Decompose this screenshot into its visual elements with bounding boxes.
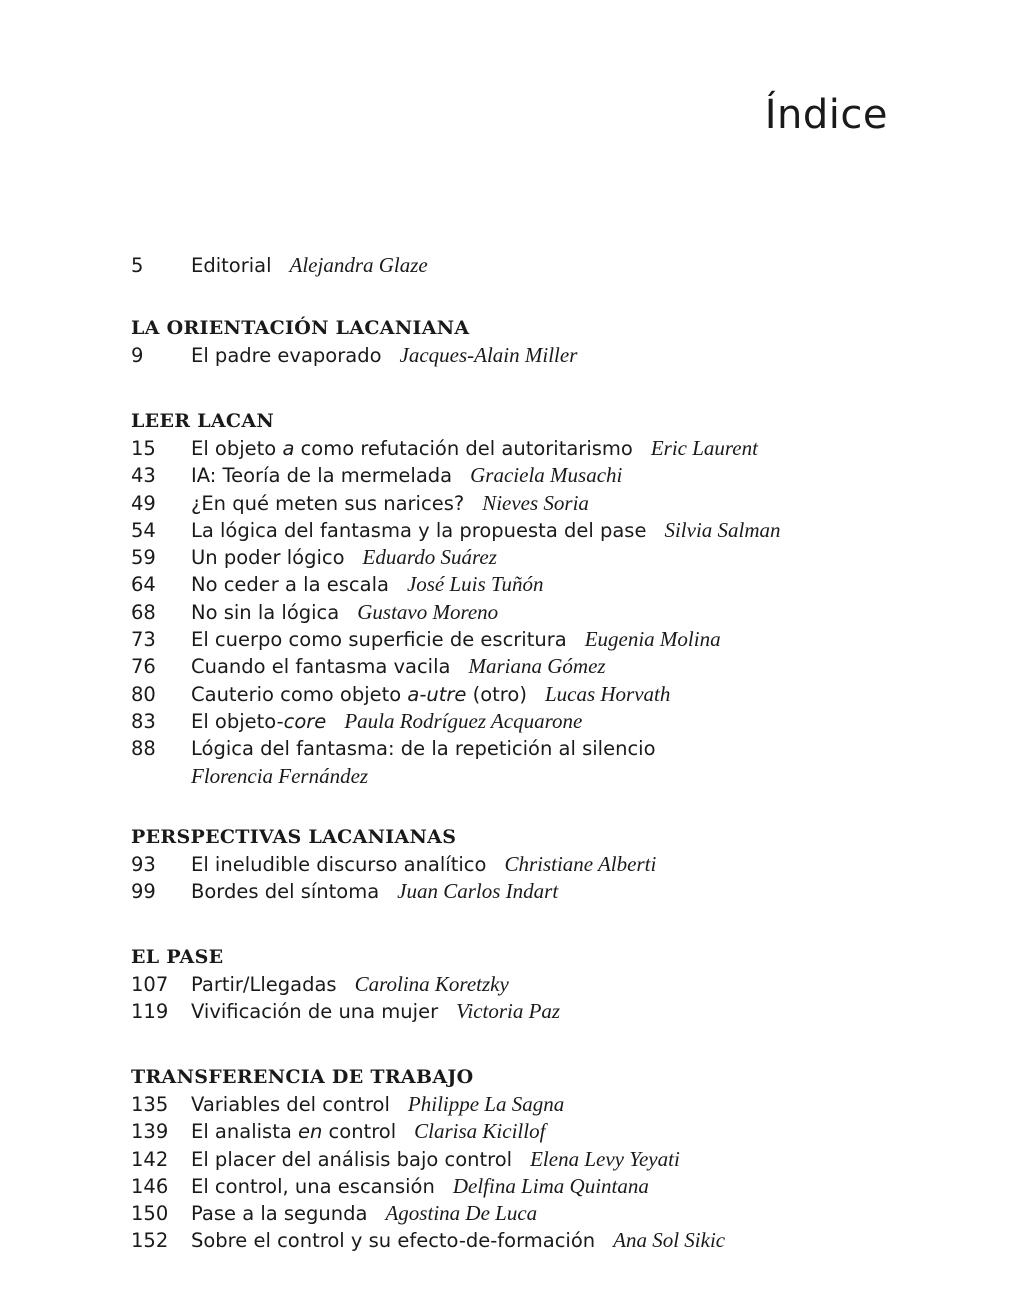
entry-author: Nieves Soria: [482, 490, 589, 515]
page-number: 152: [131, 1229, 169, 1253]
toc-entry: [131, 998, 951, 1025]
entry-title: Cauterio como objeto a-utre (otro): [191, 682, 527, 706]
entry-title: El objeto a como refutación del autoritarismo: [191, 437, 633, 460]
page-number: 99: [131, 880, 156, 904]
entry-title: Lógica del fantasma: de la repetición al silencio: [191, 737, 656, 761]
entry-author: Victoria Paz: [456, 999, 561, 1024]
toc-entry: [131, 571, 951, 598]
section-perspectivas: [131, 824, 951, 906]
section-heading: LA ORIENTACIÓN LACANIANA: [131, 317, 470, 339]
page-number: 139: [131, 1120, 169, 1144]
toc-entry: [131, 1200, 951, 1227]
toc-entry: [131, 681, 951, 708]
toc-entry: [131, 851, 951, 878]
toc-entry: [131, 1091, 951, 1118]
page-number: 80: [131, 682, 156, 706]
toc-entry: [131, 1146, 951, 1173]
section-transferencia: [131, 1064, 951, 1255]
entry-author: Gustavo Moreno: [357, 599, 499, 624]
entry-title: Un poder lógico: [191, 546, 345, 570]
page-number: 64: [131, 573, 156, 597]
toc-entry: [131, 517, 951, 544]
entry-title: El ineludible discurso analítico: [191, 853, 487, 876]
entry-title: Partir/Llegadas: [191, 973, 337, 996]
entry-title: IA: Teoría de la mermelada: [191, 464, 453, 488]
entry-title: Pase a la segunda: [191, 1202, 368, 1226]
entry-author: Elena Levy Yeyati: [530, 1146, 680, 1171]
entry-author: Eugenia Molina: [584, 627, 721, 652]
section-heading: LEER LACAN: [131, 410, 275, 432]
page-number: 107: [131, 973, 169, 996]
toc-entry: [131, 490, 951, 517]
entry-title: Bordes del síntoma: [191, 880, 380, 904]
entry-title: Cuando el fantasma vacila: [191, 655, 451, 679]
section-leer-lacan: [131, 408, 951, 790]
entry-author: Juan Carlos Indart: [397, 879, 559, 904]
toc-entry: [131, 653, 951, 680]
entry-title: Variables del control: [191, 1093, 390, 1116]
toc-entry: [131, 878, 951, 905]
page-number: 59: [131, 546, 156, 570]
entry-author: Clarisa Kicillof: [414, 1119, 546, 1144]
toc-entry: [131, 708, 951, 735]
page-number: 146: [131, 1174, 169, 1198]
toc-entry: [131, 735, 951, 762]
page-number: 142: [131, 1147, 169, 1171]
page-number: 43: [131, 464, 156, 488]
entry-author: Alejandra Glaze: [289, 253, 428, 277]
page-number: 93: [131, 853, 156, 876]
entry-title: ¿En qué meten sus narices?: [191, 491, 465, 515]
entry-title: Editorial: [191, 254, 272, 277]
toc-entry: [131, 544, 951, 571]
entry-title: El cuerpo como superficie de escritura: [191, 628, 567, 652]
page-number: 76: [131, 655, 156, 679]
toc-entry: [131, 1173, 951, 1200]
entry-title: Sobre el control y su efecto-de-formación: [191, 1229, 596, 1253]
section-heading: PERSPECTIVAS LACANIANAS: [131, 826, 457, 848]
toc-entry: [131, 435, 951, 462]
toc-entry: [131, 626, 951, 653]
toc-entry: [131, 252, 951, 279]
page-number: 68: [131, 600, 156, 624]
entry-author: Ana Sol Sikic: [613, 1228, 726, 1253]
toc-entry: [131, 1118, 951, 1145]
page-number: 88: [131, 737, 156, 761]
toc-entry: [131, 462, 951, 489]
entry-title: El padre evaporado: [191, 344, 382, 367]
toc-entry: [131, 1227, 951, 1254]
entry-author: Mariana Gómez: [468, 654, 606, 679]
toc-entry-author-line: [131, 763, 951, 790]
entry-author: Jacques-Alain Miller: [399, 343, 578, 367]
entry-title: El placer del análisis bajo control: [191, 1147, 513, 1171]
section-orientacion: [131, 315, 951, 369]
entry-author: Carolina Koretzky: [354, 972, 509, 996]
entry-title: El analista en control: [191, 1120, 397, 1144]
entry-author: Lucas Horvath: [544, 681, 671, 706]
entry-title: Vivificación de una mujer: [191, 1000, 439, 1024]
entry-author: Eduardo Suárez: [362, 545, 497, 570]
entry-author: Delfina Lima Quintana: [452, 1173, 649, 1198]
page-number: 15: [131, 437, 156, 460]
section-el-pase: [131, 944, 951, 1026]
toc-entry: [131, 971, 951, 998]
entry-title: La lógica del fantasma y la propuesta del pase: [191, 518, 647, 542]
entry-author: Agostina De Luca: [385, 1201, 538, 1226]
entry-author: Christiane Alberti: [504, 852, 657, 876]
page-number: 73: [131, 628, 156, 652]
entry-author: Florencia Fernández: [191, 763, 369, 788]
entry-author: Paula Rodríguez Acquarone: [344, 708, 583, 733]
page-number: 5: [131, 254, 144, 277]
page-number: 49: [131, 491, 156, 515]
page-number: 9: [131, 344, 144, 367]
entry-author: Philippe La Sagna: [407, 1092, 565, 1116]
page-number: 119: [131, 1000, 169, 1024]
page-number: 83: [131, 709, 156, 733]
entry-author: Graciela Musachi: [470, 463, 623, 488]
entry-title: No ceder a la escala: [191, 573, 389, 597]
page-title: Índice: [764, 92, 888, 138]
entry-title: El control, una escansión: [191, 1174, 435, 1198]
entry-title: No sin la lógica: [191, 600, 340, 624]
page-number: 54: [131, 518, 156, 542]
entry-title: El objeto-core: [191, 709, 327, 733]
editorial-section: [131, 252, 951, 279]
entry-author: Eric Laurent: [650, 436, 758, 460]
page-number: 135: [131, 1093, 169, 1116]
page-number: 150: [131, 1202, 169, 1226]
toc-entry: [131, 342, 951, 369]
entry-author: José Luis Tuñón: [406, 572, 544, 597]
entry-author: Silvia Salman: [664, 517, 781, 542]
section-heading: EL PASE: [131, 946, 224, 968]
section-heading: TRANSFERENCIA DE TRABAJO: [131, 1066, 474, 1088]
toc-entry: [131, 599, 951, 626]
